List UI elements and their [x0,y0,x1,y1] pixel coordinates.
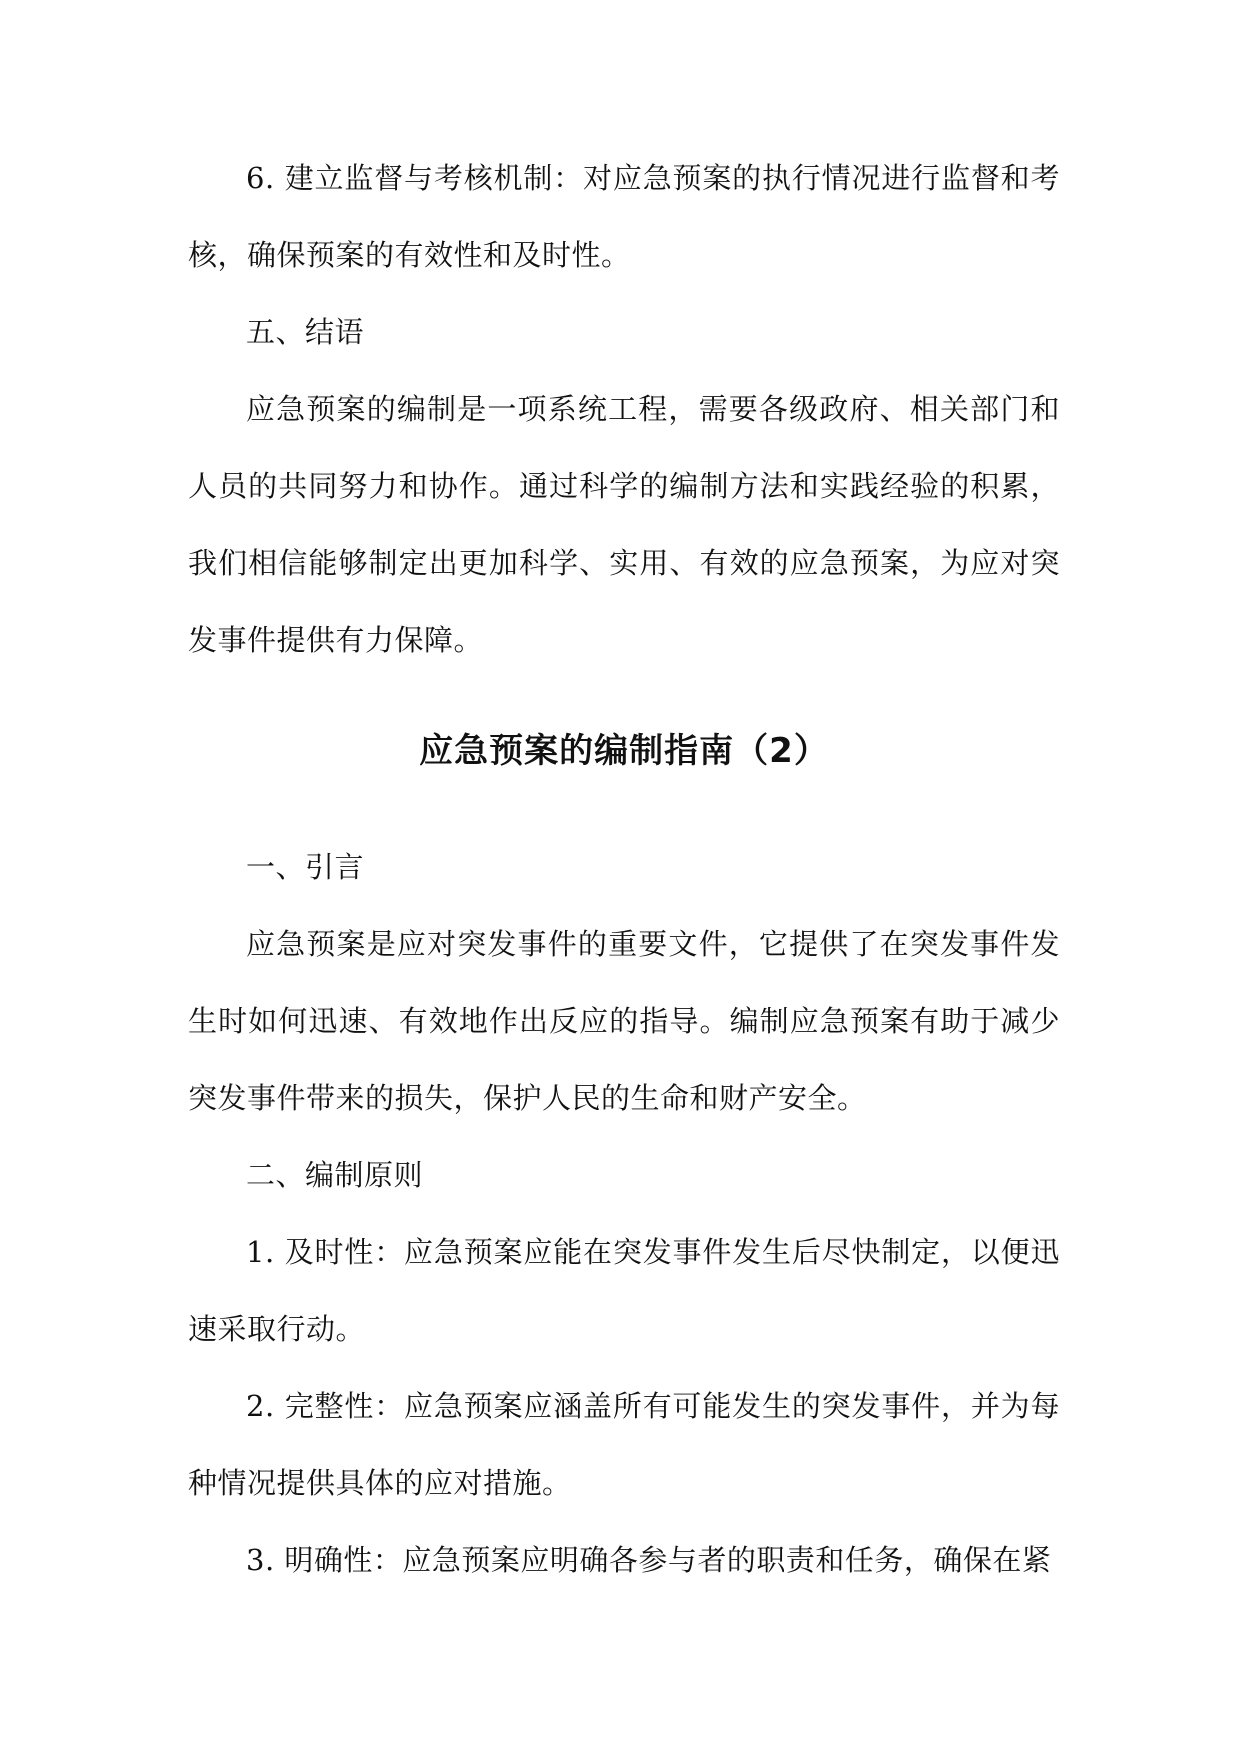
principle-1-paragraph: 1. 及时性：应急预案应能在突发事件发生后尽快制定，以便迅速采取行动。 [188,1235,1060,1346]
heading-principles: 二、编制原则 [246,1158,424,1192]
item-6-paragraph: 6. 建立监督与考核机制：对应急预案的执行情况进行监督和考核，确保预案的有效性和及时性。 [188,161,1060,272]
introduction-paragraph: 应急预案是应对突发事件的重要文件，它提供了在突发事件发生时如何迅速、有效地作出反应的指导。编制应急预案有助于减少突发事件带来的损失，保护人民的生命和财产安全。 [188,927,1060,1115]
heading-conclusion: 五、结语 [246,315,365,349]
document-page [188,140,1060,1599]
document-title: 应急预案的编制指南（2） [419,731,829,771]
principle-3-paragraph: 3. 明确性：应急预案应明确各参与者的职责和任务，确保在紧 [246,1543,1052,1577]
principle-2-paragraph: 2. 完整性：应急预案应涵盖所有可能发生的突发事件，并为每种情况提供具体的应对措施。 [188,1389,1060,1500]
conclusion-paragraph: 应急预案的编制是一项系统工程，需要各级政府、相关部门和人员的共同努力和协作。通过科学的编制方法和实践经验的积累，我们相信能够制定出更加科学、实用、有效的应急预案，为应对突发事件提供有力保障。 [188,392,1060,657]
heading-introduction: 一、引言 [246,850,365,884]
